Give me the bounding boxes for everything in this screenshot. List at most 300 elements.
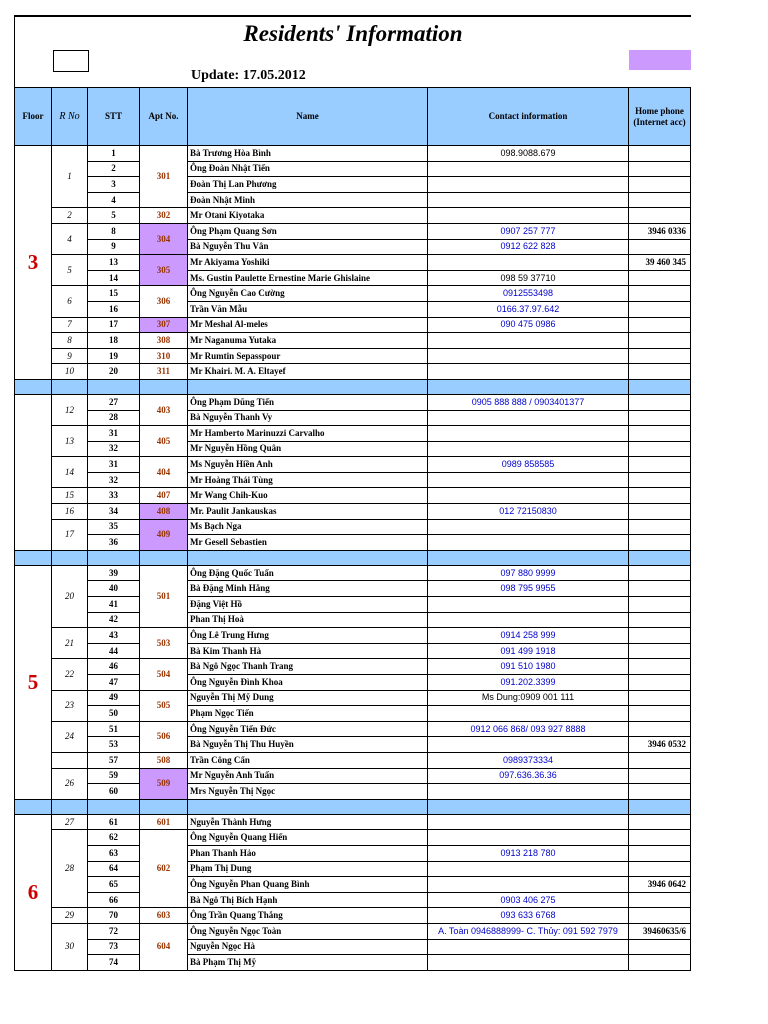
stt-cell: 13 bbox=[88, 255, 140, 271]
separator-cell bbox=[629, 799, 691, 814]
home-phone bbox=[629, 690, 691, 706]
table-row bbox=[15, 177, 691, 193]
apartment-number: 601 bbox=[140, 814, 188, 830]
table-row bbox=[15, 845, 691, 861]
spreadsheet bbox=[14, 15, 690, 1001]
stt-cell: 19 bbox=[88, 348, 140, 364]
contact-info: 0912 622 828 bbox=[428, 239, 629, 255]
resident-name: Mr Hoàng Thái Tùng bbox=[188, 472, 428, 488]
resident-name: Bà Kim Thanh Hà bbox=[188, 643, 428, 659]
header-name: Name bbox=[188, 88, 428, 146]
resident-name: Ms. Gustin Paulette Ernestine Marie Ghislaine bbox=[188, 270, 428, 286]
table-row bbox=[15, 535, 691, 551]
contact-info: 0912553498 bbox=[428, 286, 629, 302]
resident-name: Ông Nguyễn Cao Cường bbox=[188, 286, 428, 302]
table-row bbox=[15, 270, 691, 286]
contact-info bbox=[428, 177, 629, 193]
home-phone bbox=[629, 364, 691, 380]
contact-info bbox=[428, 364, 629, 380]
room-number: 4 bbox=[52, 223, 88, 254]
apartment-number: 302 bbox=[140, 208, 188, 224]
resident-name: Ông Phạm Dũng Tiến bbox=[188, 394, 428, 410]
resident-name: Mr Naganuma Yutaka bbox=[188, 333, 428, 349]
separator-cell bbox=[15, 799, 52, 814]
resident-name: Bà Ngô Thị Bích Hạnh bbox=[188, 892, 428, 908]
home-phone bbox=[629, 504, 691, 520]
contact-info: 0913 218 780 bbox=[428, 845, 629, 861]
room-number: 6 bbox=[52, 286, 88, 317]
resident-name: Mr Gesell Sebastien bbox=[188, 535, 428, 551]
room-number: 10 bbox=[52, 364, 88, 380]
table-row bbox=[15, 488, 691, 504]
separator-cell bbox=[428, 379, 629, 394]
contact-info bbox=[428, 955, 629, 971]
home-phone bbox=[629, 286, 691, 302]
contact-info: 097.636.36.36 bbox=[428, 768, 629, 784]
stt-cell: 65 bbox=[88, 877, 140, 893]
contact-info bbox=[428, 161, 629, 177]
floor-number: 3 bbox=[15, 146, 52, 380]
contact-info: A. Toàn 0946888999- C. Thủy: 091 592 7979 bbox=[428, 923, 629, 939]
home-phone bbox=[629, 192, 691, 208]
home-phone bbox=[629, 394, 691, 410]
apartment-number: 310 bbox=[140, 348, 188, 364]
stt-cell: 8 bbox=[88, 223, 140, 239]
home-phone bbox=[629, 581, 691, 597]
stt-cell: 41 bbox=[88, 597, 140, 613]
separator-cell bbox=[88, 379, 140, 394]
resident-name: Ông Nguyễn Quang Hiển bbox=[188, 830, 428, 846]
stt-cell: 42 bbox=[88, 612, 140, 628]
contact-info bbox=[428, 472, 629, 488]
home-phone: 39 460 345 bbox=[629, 255, 691, 271]
table-row bbox=[15, 784, 691, 800]
contact-info bbox=[428, 208, 629, 224]
home-phone: 3946 0336 bbox=[629, 223, 691, 239]
home-phone bbox=[629, 457, 691, 473]
stt-cell: 64 bbox=[88, 861, 140, 877]
stt-cell: 27 bbox=[88, 394, 140, 410]
table-row bbox=[15, 504, 691, 520]
table-row bbox=[15, 706, 691, 722]
home-phone bbox=[629, 472, 691, 488]
table-row bbox=[15, 255, 691, 271]
room-number: 20 bbox=[52, 565, 88, 627]
resident-name: Ông Đặng Quốc Tuấn bbox=[188, 565, 428, 581]
resident-name: Ông Nguyễn Phan Quang Bình bbox=[188, 877, 428, 893]
resident-name: Phan Thanh Hảo bbox=[188, 845, 428, 861]
table-row bbox=[15, 923, 691, 939]
header-home-phone: Home phone (Internet acc) bbox=[629, 88, 691, 146]
table-row bbox=[15, 286, 691, 302]
separator-cell bbox=[188, 379, 428, 394]
table-row bbox=[15, 597, 691, 613]
table-row bbox=[15, 581, 691, 597]
room-number: 30 bbox=[52, 923, 88, 970]
room-number: 5 bbox=[52, 255, 88, 286]
table-row bbox=[15, 675, 691, 691]
contact-info: 0914 258 999 bbox=[428, 628, 629, 644]
contact-info bbox=[428, 348, 629, 364]
table-row bbox=[15, 768, 691, 784]
resident-name: Bà Nguyễn Thanh Vy bbox=[188, 410, 428, 426]
home-phone bbox=[629, 441, 691, 457]
table-row bbox=[15, 441, 691, 457]
stt-cell: 32 bbox=[88, 472, 140, 488]
separator-cell bbox=[428, 799, 629, 814]
table-row bbox=[15, 333, 691, 349]
apartment-number: 304 bbox=[140, 223, 188, 254]
resident-name: Bà Nguyễn Thu Vân bbox=[188, 239, 428, 255]
apartment-number: 404 bbox=[140, 457, 188, 488]
table-row bbox=[15, 457, 691, 473]
resident-name: Mr Otani Kiyotaka bbox=[188, 208, 428, 224]
stt-cell: 53 bbox=[88, 737, 140, 753]
resident-name: Mr Rumtin Sepasspour bbox=[188, 348, 428, 364]
contact-info bbox=[428, 814, 629, 830]
home-phone bbox=[629, 333, 691, 349]
separator-cell bbox=[629, 550, 691, 565]
room-number: 12 bbox=[52, 394, 88, 425]
home-phone bbox=[629, 146, 691, 162]
apartment-number: 508 bbox=[140, 752, 188, 768]
apartment-number: 407 bbox=[140, 488, 188, 504]
table-row bbox=[15, 721, 691, 737]
resident-name: Ông Nguyễn Ngọc Toàn bbox=[188, 923, 428, 939]
contact-info: 0907 257 777 bbox=[428, 223, 629, 239]
apartment-number: 604 bbox=[140, 923, 188, 970]
home-phone bbox=[629, 861, 691, 877]
home-phone bbox=[629, 426, 691, 442]
home-phone: 3946 0642 bbox=[629, 877, 691, 893]
empty-box bbox=[53, 50, 89, 72]
apartment-number: 405 bbox=[140, 426, 188, 457]
contact-info: 098.9088.679 bbox=[428, 146, 629, 162]
table-row bbox=[15, 317, 691, 333]
resident-name: Bà Trương Hòa Bình bbox=[188, 146, 428, 162]
header-contact: Contact information bbox=[428, 88, 629, 146]
header-row bbox=[15, 88, 691, 146]
separator-cell bbox=[140, 550, 188, 565]
room-number: 26 bbox=[52, 768, 88, 799]
resident-name: Nguyễn Ngọc Hà bbox=[188, 939, 428, 955]
apartment-number: 602 bbox=[140, 830, 188, 908]
table-row bbox=[15, 643, 691, 659]
stt-cell: 2 bbox=[88, 161, 140, 177]
apartment-number: 505 bbox=[140, 690, 188, 721]
resident-name: Ms Nguyễn Hiền Anh bbox=[188, 457, 428, 473]
home-phone bbox=[629, 612, 691, 628]
home-phone bbox=[629, 628, 691, 644]
home-phone bbox=[629, 317, 691, 333]
home-phone bbox=[629, 721, 691, 737]
contact-info: 0989373334 bbox=[428, 752, 629, 768]
apartment-number: 305 bbox=[140, 255, 188, 286]
contact-info bbox=[428, 861, 629, 877]
table-row bbox=[15, 364, 691, 380]
resident-name: Ông Phạm Quang Sơn bbox=[188, 223, 428, 239]
table-row bbox=[15, 939, 691, 955]
table-row bbox=[15, 814, 691, 830]
contact-info bbox=[428, 877, 629, 893]
stt-cell: 62 bbox=[88, 830, 140, 846]
resident-name: Nguyễn Thị Mỹ Dung bbox=[188, 690, 428, 706]
home-phone bbox=[629, 845, 691, 861]
apartment-number: 311 bbox=[140, 364, 188, 380]
room-number: 9 bbox=[52, 348, 88, 364]
home-phone bbox=[629, 519, 691, 535]
stt-cell: 1 bbox=[88, 146, 140, 162]
home-phone bbox=[629, 239, 691, 255]
floor-separator-row bbox=[15, 550, 691, 565]
room-number: 16 bbox=[52, 504, 88, 520]
stt-cell: 70 bbox=[88, 908, 140, 924]
stt-cell: 57 bbox=[88, 752, 140, 768]
separator-cell bbox=[88, 550, 140, 565]
separator-cell bbox=[52, 550, 88, 565]
home-phone: 39460635/6 bbox=[629, 923, 691, 939]
stt-cell: 33 bbox=[88, 488, 140, 504]
resident-name: Bà Nguyễn Thị Thu Huyền bbox=[188, 737, 428, 753]
separator-cell bbox=[15, 550, 52, 565]
stt-cell: 40 bbox=[88, 581, 140, 597]
home-phone bbox=[629, 814, 691, 830]
resident-name: Đoàn Nhật Minh bbox=[188, 192, 428, 208]
contact-info: 0166.37.97.642 bbox=[428, 301, 629, 317]
contact-info: 0989 858585 bbox=[428, 457, 629, 473]
stt-cell: 63 bbox=[88, 845, 140, 861]
separator-cell bbox=[52, 379, 88, 394]
resident-name: Mr Khairi. M. A. Eltayef bbox=[188, 364, 428, 380]
table-row bbox=[15, 877, 691, 893]
stt-cell: 18 bbox=[88, 333, 140, 349]
table-row bbox=[15, 659, 691, 675]
apartment-number: 503 bbox=[140, 628, 188, 659]
stt-cell: 73 bbox=[88, 939, 140, 955]
stt-cell: 34 bbox=[88, 504, 140, 520]
home-phone bbox=[629, 565, 691, 581]
resident-name: Trần Văn Mẫu bbox=[188, 301, 428, 317]
resident-name: Ông Lê Trung Hưng bbox=[188, 628, 428, 644]
stt-cell: 15 bbox=[88, 286, 140, 302]
home-phone bbox=[629, 597, 691, 613]
contact-info bbox=[428, 597, 629, 613]
table-row bbox=[15, 752, 691, 768]
stt-cell: 3 bbox=[88, 177, 140, 193]
resident-name: Phạm Ngọc Tiến bbox=[188, 706, 428, 722]
contact-info: 0912 066 868/ 093 927 8888 bbox=[428, 721, 629, 737]
home-phone bbox=[629, 270, 691, 286]
resident-name: Mr Hamberto Marinuzzi Carvalho bbox=[188, 426, 428, 442]
home-phone bbox=[629, 177, 691, 193]
contact-info bbox=[428, 192, 629, 208]
home-phone bbox=[629, 955, 691, 971]
home-phone bbox=[629, 643, 691, 659]
stt-cell: 46 bbox=[88, 659, 140, 675]
resident-name: Mr Nguyễn Anh Tuấn bbox=[188, 768, 428, 784]
table-row bbox=[15, 239, 691, 255]
contact-info: 091 510 1980 bbox=[428, 659, 629, 675]
table-row bbox=[15, 519, 691, 535]
header-apt: Apt No. bbox=[140, 88, 188, 146]
home-phone bbox=[629, 410, 691, 426]
resident-name: Mr Wang Chih-Kuo bbox=[188, 488, 428, 504]
resident-name: Trần Công Cẩn bbox=[188, 752, 428, 768]
resident-name: Mr Meshal Al-meles bbox=[188, 317, 428, 333]
resident-name: Mr. Paulit Jankauskas bbox=[188, 504, 428, 520]
room-number: 15 bbox=[52, 488, 88, 504]
resident-name: Bà Đặng Minh Hằng bbox=[188, 581, 428, 597]
separator-cell bbox=[88, 799, 140, 814]
room-number: 22 bbox=[52, 659, 88, 690]
stt-cell: 4 bbox=[88, 192, 140, 208]
contact-info: 098 59 37710 bbox=[428, 270, 629, 286]
table-row bbox=[15, 161, 691, 177]
room-number: 7 bbox=[52, 317, 88, 333]
floor-number: 6 bbox=[15, 814, 52, 970]
floor-number bbox=[15, 394, 52, 550]
table-row bbox=[15, 690, 691, 706]
table-row bbox=[15, 410, 691, 426]
resident-name: Phan Thị Hoà bbox=[188, 612, 428, 628]
apartment-number: 408 bbox=[140, 504, 188, 520]
sheet-title: Residents' Information bbox=[243, 21, 463, 46]
room-number: 8 bbox=[52, 333, 88, 349]
stt-cell: 31 bbox=[88, 457, 140, 473]
home-phone bbox=[629, 939, 691, 955]
contact-info bbox=[428, 535, 629, 551]
table-row bbox=[15, 737, 691, 753]
stt-cell: 59 bbox=[88, 768, 140, 784]
table-row bbox=[15, 955, 691, 971]
home-phone bbox=[629, 659, 691, 675]
resident-name: Ông Đoàn Nhật Tiến bbox=[188, 161, 428, 177]
contact-info: 097 880 9999 bbox=[428, 565, 629, 581]
table-row bbox=[15, 223, 691, 239]
separator-cell bbox=[188, 550, 428, 565]
header-rno: R No bbox=[52, 88, 88, 146]
update-date: Update: 17.05.2012 bbox=[191, 68, 306, 83]
apartment-number: 506 bbox=[140, 721, 188, 752]
stt-cell: 31 bbox=[88, 426, 140, 442]
table-row bbox=[15, 830, 691, 846]
stt-cell: 60 bbox=[88, 784, 140, 800]
contact-info: 0905 888 888 / 0903401377 bbox=[428, 394, 629, 410]
stt-cell: 17 bbox=[88, 317, 140, 333]
apartment-number: 603 bbox=[140, 908, 188, 924]
stt-cell: 39 bbox=[88, 565, 140, 581]
room-number: 21 bbox=[52, 628, 88, 659]
apartment-number: 307 bbox=[140, 317, 188, 333]
table-row bbox=[15, 908, 691, 924]
stt-cell: 51 bbox=[88, 721, 140, 737]
stt-cell: 50 bbox=[88, 706, 140, 722]
room-number: 27 bbox=[52, 814, 88, 830]
contact-info bbox=[428, 706, 629, 722]
table-row bbox=[15, 628, 691, 644]
table-row bbox=[15, 192, 691, 208]
resident-name: Nguyễn Thành Hưng bbox=[188, 814, 428, 830]
contact-info bbox=[428, 519, 629, 535]
stt-cell: 74 bbox=[88, 955, 140, 971]
resident-name: Mr Akiyama Yoshiki bbox=[188, 255, 428, 271]
contact-info bbox=[428, 426, 629, 442]
title-area bbox=[14, 15, 691, 89]
resident-name: Mr Nguyễn Hồng Quân bbox=[188, 441, 428, 457]
separator-cell bbox=[629, 379, 691, 394]
room-number: 14 bbox=[52, 457, 88, 488]
table-row bbox=[15, 861, 691, 877]
separator-cell bbox=[52, 799, 88, 814]
stt-cell: 43 bbox=[88, 628, 140, 644]
home-phone bbox=[629, 301, 691, 317]
floor-separator-row bbox=[15, 379, 691, 394]
floor-separator-row bbox=[15, 799, 691, 814]
contact-info: 091.202.3399 bbox=[428, 675, 629, 691]
contact-info bbox=[428, 488, 629, 504]
table-row bbox=[15, 565, 691, 581]
home-phone bbox=[629, 488, 691, 504]
room-number: 13 bbox=[52, 426, 88, 457]
resident-name: Mrs Nguyễn Thị Ngọc bbox=[188, 784, 428, 800]
table-row bbox=[15, 394, 691, 410]
contact-info: 0903 406 275 bbox=[428, 892, 629, 908]
room-number: 1 bbox=[52, 146, 88, 208]
room-number: 28 bbox=[52, 830, 88, 908]
table-row bbox=[15, 348, 691, 364]
separator-cell bbox=[140, 379, 188, 394]
header-stt: STT bbox=[88, 88, 140, 146]
room-number: 24 bbox=[52, 721, 88, 752]
apartment-number: 504 bbox=[140, 659, 188, 690]
home-phone bbox=[629, 161, 691, 177]
stt-cell: 36 bbox=[88, 535, 140, 551]
contact-info bbox=[428, 830, 629, 846]
resident-name: Bà Ngô Ngọc Thanh Trang bbox=[188, 659, 428, 675]
resident-name: Ms Bạch Nga bbox=[188, 519, 428, 535]
stt-cell: 9 bbox=[88, 239, 140, 255]
home-phone bbox=[629, 208, 691, 224]
resident-name: Ông Nguyễn Tiến Đức bbox=[188, 721, 428, 737]
resident-name: Bà Phạm Thị Mỹ bbox=[188, 955, 428, 971]
stt-cell: 61 bbox=[88, 814, 140, 830]
resident-name: Ông Nguyễn Đình Khoa bbox=[188, 675, 428, 691]
table-row bbox=[15, 612, 691, 628]
purple-legend-box bbox=[629, 50, 691, 70]
separator-cell bbox=[188, 799, 428, 814]
contact-info bbox=[428, 612, 629, 628]
home-phone bbox=[629, 908, 691, 924]
home-phone bbox=[629, 784, 691, 800]
home-phone bbox=[629, 752, 691, 768]
contact-info bbox=[428, 784, 629, 800]
home-phone bbox=[629, 535, 691, 551]
stt-cell: 66 bbox=[88, 892, 140, 908]
apartment-number: 308 bbox=[140, 333, 188, 349]
stt-cell: 14 bbox=[88, 270, 140, 286]
contact-info bbox=[428, 410, 629, 426]
resident-name: Phạm Thị Dung bbox=[188, 861, 428, 877]
apartment-number: 403 bbox=[140, 394, 188, 425]
table-row bbox=[15, 892, 691, 908]
resident-name: Đoàn Thị Lan Phương bbox=[188, 177, 428, 193]
home-phone bbox=[629, 892, 691, 908]
residents-table bbox=[14, 87, 691, 971]
apartment-number: 509 bbox=[140, 768, 188, 799]
contact-info: 090 475 0986 bbox=[428, 317, 629, 333]
stt-cell: 20 bbox=[88, 364, 140, 380]
apartment-number: 409 bbox=[140, 519, 188, 550]
